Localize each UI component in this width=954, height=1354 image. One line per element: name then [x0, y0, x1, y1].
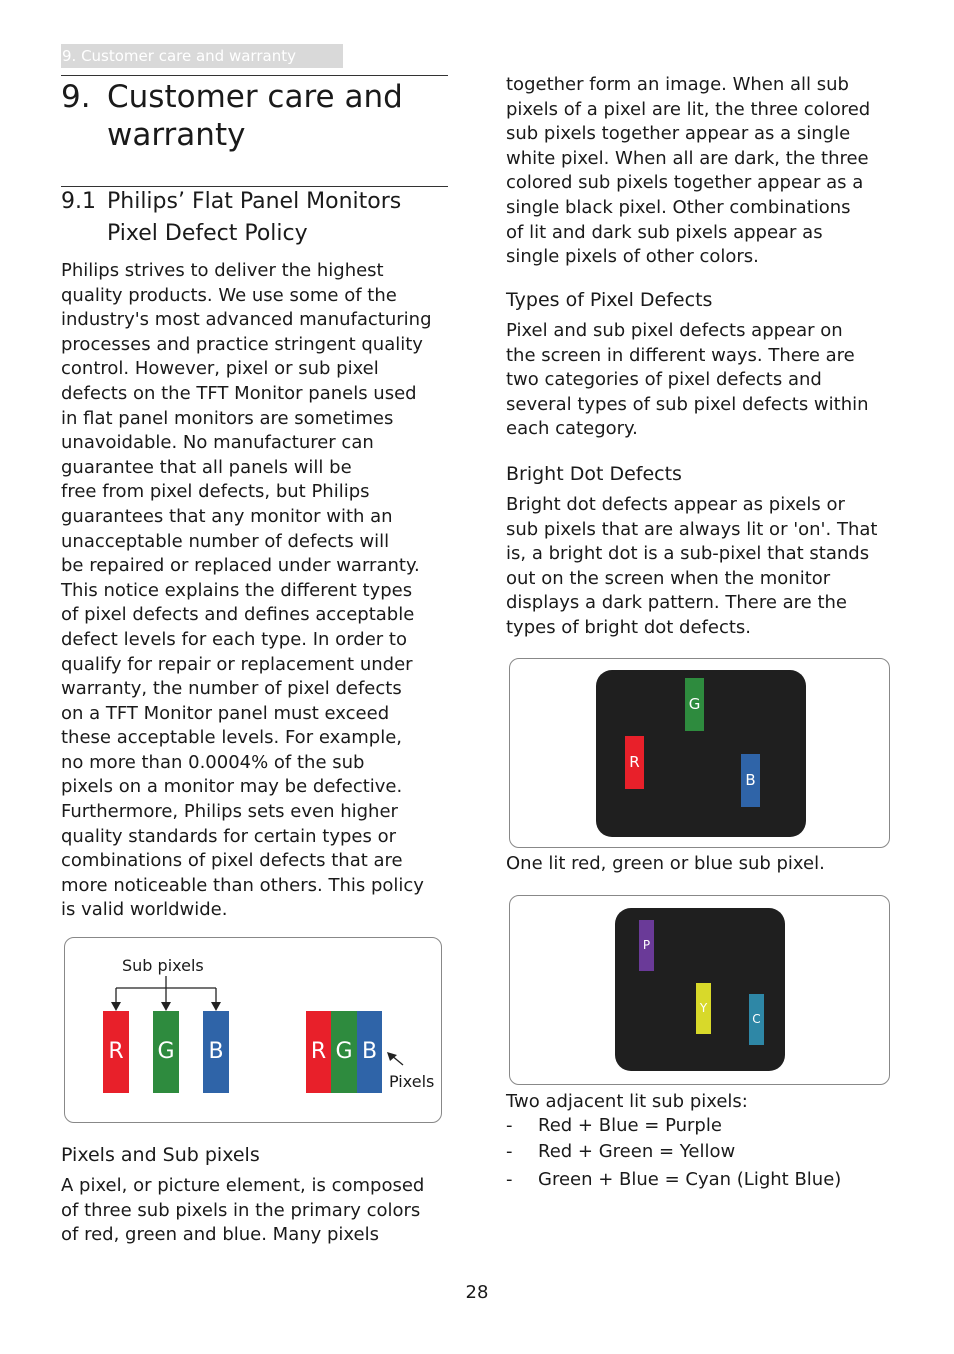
continuation-paragraph: together form an image. When all sub pixels of a pixel are lit, the three colored sub pixels together appear as a single white pixel. When all are dark, the three colored sub pixels together appear as a single black pixel. Other combinations of lit and dark sub pixels appear as single pixels of other colors.: [506, 74, 871, 268]
caption-adjacent: Two adjacent lit sub pixels:: [506, 1091, 748, 1112]
caption-single: One lit red, green or blue sub pixel.: [506, 853, 825, 874]
dark-screen: [596, 670, 806, 837]
running-head: 9. Customer care and warranty: [61, 44, 343, 68]
lit-red-subpixel: R: [625, 736, 644, 789]
lit-blue-subpixel: B: [741, 754, 760, 807]
pixels-label: Pixels: [389, 1072, 435, 1091]
bright-paragraph: Bright dot defects appear as pixels or sub pixels that are always lit or 'on'. That is, a bright dot is a sub-pixel that stands out on the screen when the monitor displays a dark pattern. There are the types of bright dot defects.: [506, 494, 878, 638]
list-item: [506, 1139, 906, 1165]
list-item: [506, 1113, 906, 1139]
section-number: 9.1: [61, 189, 96, 214]
bright-heading: Bright Dot Defects: [506, 463, 682, 485]
types-paragraph: Pixel and sub pixel defects appear on the screen in different ways. There are two categories of pixel defects and several types of sub pixel defects within each category.: [506, 320, 869, 440]
lit-purple-subpixel: P: [639, 920, 654, 971]
lit-green-subpixel: G: [685, 678, 704, 731]
list-text: Red + Blue = Purple: [538, 1115, 722, 1136]
chapter-rule: [61, 75, 448, 76]
sub-pixel-blue: B: [203, 1011, 229, 1093]
sub-pixel-red: R: [103, 1011, 129, 1093]
intro-paragraph: Philips strives to deliver the highest quality products. We use some of the industry's most advanced manufacturing processes and practice stringent quality control. However, pixel or sub pixel defects on the TFT Monitor panels used in flat panel monitors are sometimes unavoidable. No manufacturer can guarantee that all panels will be free from pixel defects, but Philips guarantees that any monitor with an unacceptable number of defects will be repaired or replaced under warranty. This notice explains the different types of pixel defects and defines acceptable defect levels for each type. In order to qualify for repair or replacement under warranty, the number of pixel defects on a TFT Monitor panel must exceed these acceptable levels. For example, no more than 0.0004% of the sub pixels on a monitor may be defective. Furthermore, Philips sets even higher quality standards for certain types or combinations of pixel defects that are more noticeable than others. This policy is valid worldwide.: [61, 260, 432, 921]
list-text: Red + Green = Yellow: [538, 1141, 736, 1162]
list-dash: -: [506, 1141, 513, 1162]
lit-yellow-subpixel: Y: [696, 983, 711, 1034]
pixel-group: [306, 1011, 382, 1093]
list-dash: -: [506, 1115, 513, 1136]
subpixel-figure: [64, 937, 442, 1123]
list-item: [506, 1167, 906, 1193]
pixels-paragraph: A pixel, or picture element, is composed of three sub pixels in the primary colors of red, green and blue. Many pixels: [61, 1175, 425, 1246]
list-text: Green + Blue = Cyan (Light Blue): [538, 1169, 842, 1190]
combination-list: [506, 1113, 906, 1193]
pixels-heading: Pixels and Sub pixels: [61, 1144, 260, 1166]
dark-screen-2: [615, 908, 785, 1071]
pixel-blue: B: [357, 1011, 382, 1093]
types-heading: Types of Pixel Defects: [506, 289, 713, 311]
pixel-green: G: [331, 1011, 357, 1093]
section-title: Philips’ Flat Panel Monitors Pixel Defect Policy: [107, 189, 402, 246]
chapter-number: 9.: [61, 79, 91, 115]
sub-pixels-label: Sub pixels: [122, 956, 204, 975]
page-number: 28: [465, 1282, 489, 1303]
single-subpixel-figure: [509, 658, 890, 848]
pixel-red: R: [306, 1011, 331, 1093]
chapter-title: Customer care and warranty: [107, 79, 403, 153]
lit-cyan-subpixel: C: [749, 994, 764, 1045]
list-dash: -: [506, 1169, 513, 1190]
adjacent-subpixel-figure: [509, 895, 890, 1085]
sub-pixel-green: G: [153, 1011, 179, 1093]
